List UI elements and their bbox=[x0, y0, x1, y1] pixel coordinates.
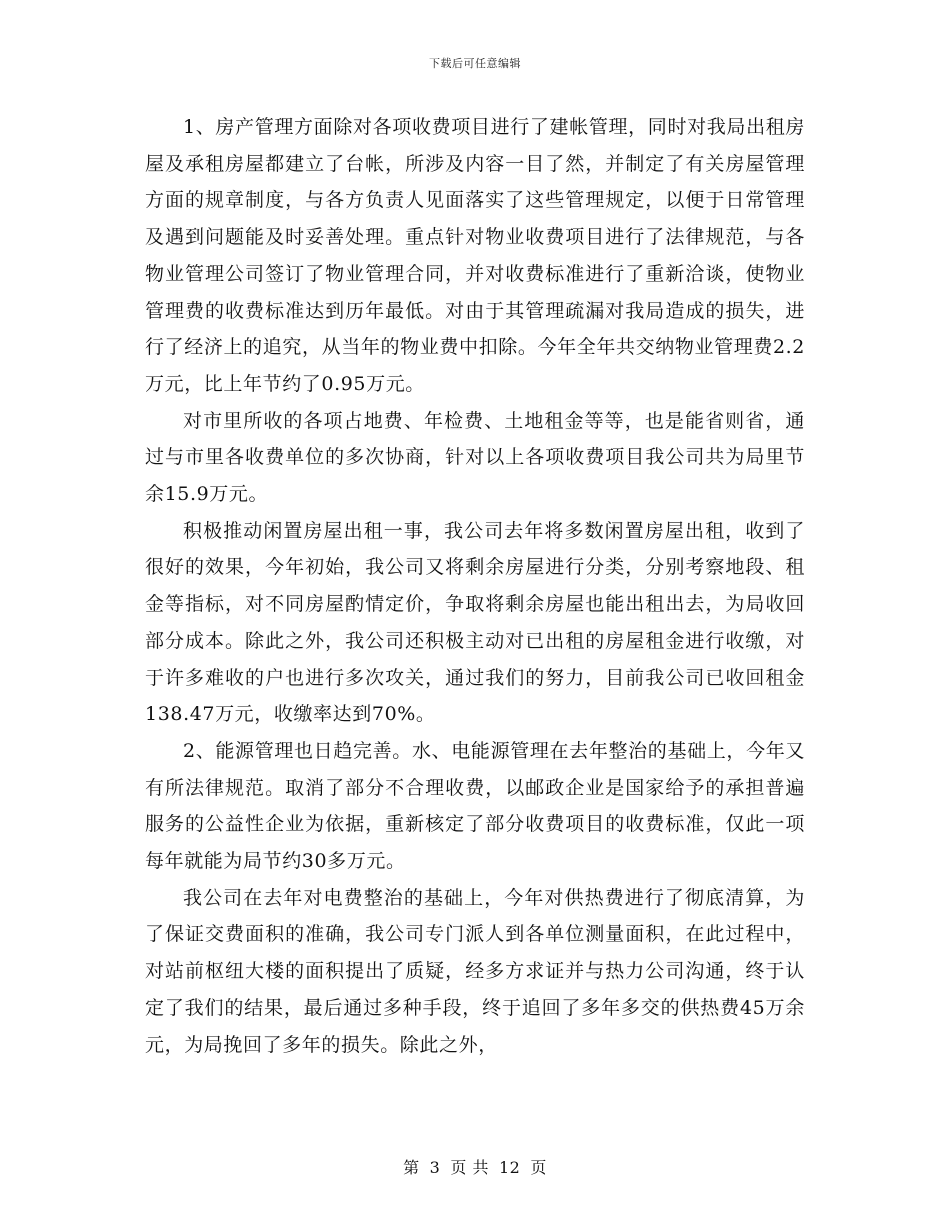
total-page-count: 12 bbox=[498, 1158, 521, 1177]
footer-prefix: 第 bbox=[403, 1158, 420, 1177]
current-page-number: 3 bbox=[429, 1158, 441, 1177]
page-footer bbox=[0, 1155, 950, 1178]
footer-suffix: 页 bbox=[530, 1158, 547, 1177]
paragraph-4: 2、能源管理也日趋完善。水、电能源管理在去年整治的基础上，今年又有所法律规范。取消了部分不合理收费，以邮政企业是国家给予的承担普遍服务的公益性企业为依据，重新核定了部分收费项目的收费标准，仅此一项每年就能为局节约30多万元。 bbox=[145, 739, 805, 873]
paragraph-2: 对市里所收的各项占地费、年检费、土地租金等等，也是能省则省，通过与市里各收费单位的多次协商，针对以上各项收费项目我公司共为局里节余15.9万元。 bbox=[145, 409, 805, 506]
paragraph-5: 我公司在去年对电费整治的基础上，今年对供热费进行了彻底清算，为了保证交费面积的准确，我公司专门派人到各单位测量面积，在此过程中，对站前枢纽大楼的面积提出了质疑，经多方求证并与热力公司沟通，终于认定了我们的结果，最后通过多种手段，终于追回了多年多交的供热费45万余元，为局挽回了多年的损失。除此之外， bbox=[145, 886, 805, 1056]
paragraph-3: 积极推动闲置房屋出租一事，我公司去年将多数闲置房屋出租，收到了很好的效果，今年初始，我公司又将剩余房屋进行分类，分别考察地段、租金等指标，对不同房屋酌情定价，争取将剩余房屋也能出租出去，为局收回部分成本。除此之外，我公司还积极主动对已出租的房屋租金进行收缴，对于许多难收的户也进行多次攻关，通过我们的努力，目前我公司已收回租金138.47万元，收缴率达到70%。 bbox=[145, 519, 805, 726]
paragraph-1: 1、房产管理方面除对各项收费项目进行了建帐管理，同时对我局出租房屋及承租房屋都建立了台帐，所涉及内容一目了然，并制定了有关房屋管理方面的规章制度，与各方负责人见面落实了这些管理规定，以便于日常管理及遇到问题能及时妥善处理。重点针对物业收费项目进行了法律规范，与各物业管理公司签订了物业管理合同，并对收费标准进行了重新洽谈，使物业管理费的收费标准达到历年最低。对由于其管理疏漏对我局造成的损失，进行了经济上的追究，从当年的物业费中扣除。今年全年共交纳物业管理费2.2万元，比上年节约了0.95万元。 bbox=[145, 116, 805, 395]
footer-middle: 页 共 bbox=[450, 1158, 489, 1177]
page-header: 下载后可任意编辑 bbox=[429, 57, 521, 70]
document-body bbox=[145, 109, 805, 1063]
